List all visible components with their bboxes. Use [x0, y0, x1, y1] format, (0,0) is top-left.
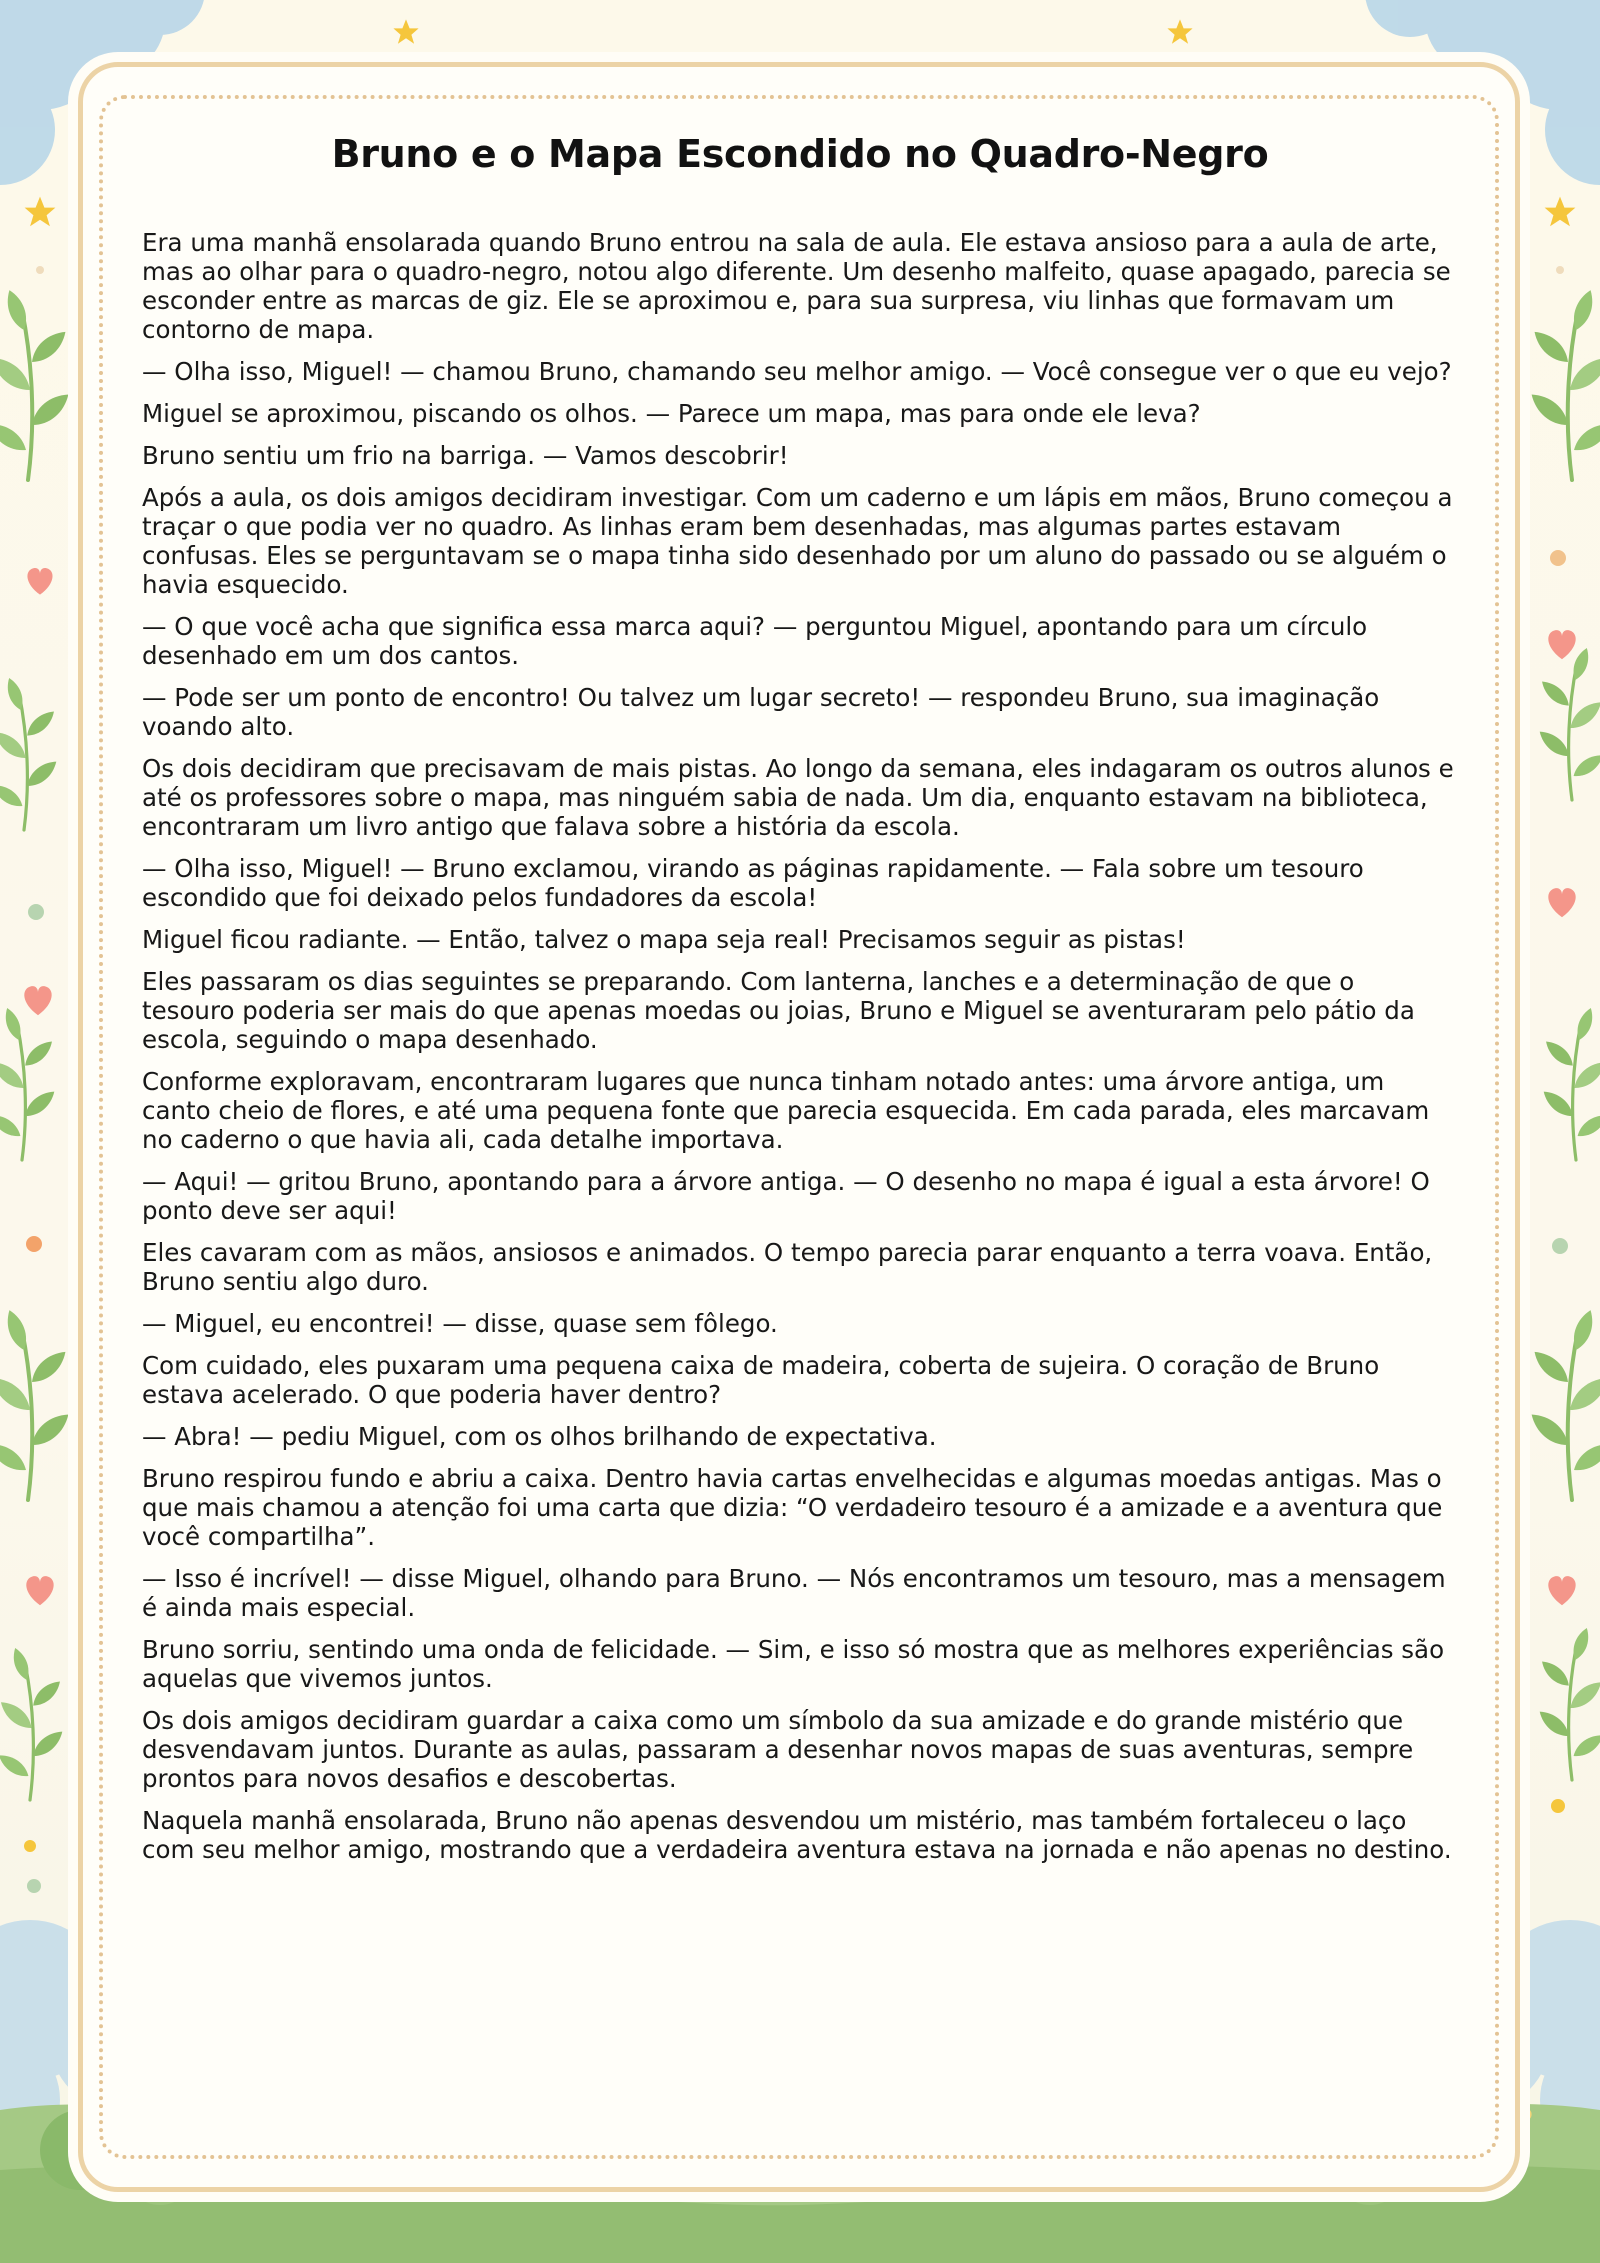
- story-paragraph: Os dois decidiram que precisavam de mais pistas. Ao longo da semana, eles indagaram os outros alunos e até os professores sobre o mapa, mas ninguém sabia de nada. Um dia, enquanto estavam na biblioteca, encontraram um livro antigo que falava sobre a história da escola.: [142, 754, 1454, 841]
- star-icon: [1167, 19, 1192, 43]
- story-title: Bruno e o Mapa Escondido no Quadro-Negro: [331, 132, 1269, 176]
- story-paragraph: — Isso é incrível! — disse Miguel, olhando para Bruno. — Nós encontramos um tesouro, mas a mensagem é ainda mais especial.: [142, 1564, 1446, 1622]
- story-paragraph: Era uma manhã ensolarada quando Bruno entrou na sala de aula. Ele estava ansioso para a aula de arte, mas ao olhar para o quadro-negro, notou algo diferente. Um desenho malfeito, quase apagado, parecia se esconder entre as marcas de giz. Ele se aproximou e, para sua surpresa, viu linhas que formavam um contorno de mapa.: [142, 228, 1451, 344]
- story-paragraph: Conforme exploravam, encontraram lugares que nunca tinham notado antes: uma árvore antiga, um canto cheio de flores, e até uma pequena fonte que parecia esquecida. Em cada parada, eles marcavam no caderno o que havia ali, cada detalhe importava.: [142, 1067, 1430, 1154]
- story-paragraph: Eles passaram os dias seguintes se preparando. Com lanterna, lanches e a determinação de que o tesouro poderia ser mais do que apenas moedas ou joias, Bruno e Miguel se aventuraram pelo pátio da escola, seguindo o mapa desenhado.: [142, 967, 1415, 1054]
- story-paragraph: — Abra! — pediu Miguel, com os olhos brilhando de expectativa.: [142, 1422, 937, 1451]
- story-paragraph: Miguel ficou radiante. — Então, talvez o mapa seja real! Precisamos seguir as pistas!: [142, 925, 1186, 954]
- leaf-branch-icon: [0, 676, 61, 830]
- star-icon: [1545, 197, 1576, 227]
- story-paragraph: Bruno sorriu, sentindo uma onda de felicidade. — Sim, e isso só mostra que as melhores experiências são aquelas que vivemos juntos.: [142, 1635, 1445, 1693]
- leaf-branch-icon: [1526, 287, 1600, 480]
- story-paragraph: Naquela manhã ensolarada, Bruno não apenas desvendou um mistério, mas também fortaleceu o laço com seu melhor amigo, mostrando que a verdadeira aventura estava na jornada e não apenas no destino.: [142, 1806, 1452, 1864]
- leaf-branch-icon: [0, 1006, 59, 1160]
- story-paragraph: Com cuidado, eles puxaram uma pequena caixa de madeira, coberta de sujeira. O coração de Bruno estava acelerado. O que poderia haver dentro?: [142, 1351, 1380, 1409]
- story-paragraph: — Miguel, eu encontrei! — disse, quase sem fôlego.: [142, 1309, 778, 1338]
- leaf-branch-icon: [1526, 1307, 1600, 1500]
- story-body: [142, 228, 1454, 1877]
- story-paragraph: — Pode ser um ponto de encontro! Ou talvez um lugar secreto! — respondeu Bruno, sua imaginação voando alto.: [142, 683, 1380, 741]
- story-paragraph: Bruno respirou fundo e abriu a caixa. Dentro havia cartas envelhecidas e algumas moedas antigas. Mas o que mais chamou a atenção foi uma carta que dizia: “O verdadeiro tesouro é a amizade e a aventura que você compartilha”.: [142, 1464, 1443, 1551]
- heart-icon: [1548, 630, 1575, 659]
- leaf-branch-icon: [0, 1646, 67, 1800]
- story-paragraph: Bruno sentiu um frio na barriga. — Vamos descobrir!: [142, 441, 789, 470]
- story-paragraph: — Aqui! — gritou Bruno, apontando para a árvore antiga. — O desenho no mapa é igual a esta árvore! O ponto deve ser aqui!: [142, 1167, 1430, 1225]
- star-icon: [25, 197, 56, 227]
- leaf-branch-icon: [1535, 646, 1600, 800]
- heart-icon: [1548, 1576, 1575, 1605]
- star-icon: [393, 19, 418, 43]
- story-paragraph: — O que você acha que significa essa marca aqui? — perguntou Miguel, apontando para um círculo desenhado em um dos cantos.: [142, 612, 1368, 670]
- leaf-branch-icon: [1535, 1626, 1600, 1780]
- story-paragraph: Os dois amigos decidiram guardar a caixa como um símbolo da sua amizade e do grande mistério que desvendavam juntos. Durante as aulas, passaram a desenhar novos mapas de suas aventuras, sempre prontos para novos desafios e descobertas.: [142, 1706, 1414, 1793]
- heart-icon: [1548, 888, 1575, 917]
- leaf-branch-icon: [0, 1307, 74, 1500]
- heart-icon: [24, 986, 51, 1015]
- heart-icon: [27, 568, 52, 595]
- story-paragraph: Após a aula, os dois amigos decidiram investigar. Com um caderno e um lápis em mãos, Bruno começou a traçar o que podia ver no quadro. As linhas eram bem desenhadas, mas algumas partes estavam confusas. Eles se perguntavam se o mapa tinha sido desenhado por um aluno do passado ou se alguém o havia esquecido.: [142, 483, 1453, 599]
- leaf-branch-icon: [0, 287, 74, 480]
- heart-icon: [26, 1576, 53, 1605]
- story-paragraph: — Olha isso, Miguel! — Bruno exclamou, virando as páginas rapidamente. — Fala sobre um tesouro escondido que foi deixado pelos fundadores da escola!: [142, 854, 1364, 912]
- story-paragraph: Eles cavaram com as mãos, ansiosos e animados. O tempo parecia parar enquanto a terra voava. Então, Bruno sentiu algo duro.: [142, 1238, 1433, 1296]
- leaf-branch-icon: [1539, 1006, 1600, 1160]
- story-paragraph: — Olha isso, Miguel! — chamou Bruno, chamando seu melhor amigo. — Você consegue ver o que eu vejo?: [142, 357, 1452, 386]
- story-paragraph: Miguel se aproximou, piscando os olhos. — Parece um mapa, mas para onde ele leva?: [142, 399, 1201, 428]
